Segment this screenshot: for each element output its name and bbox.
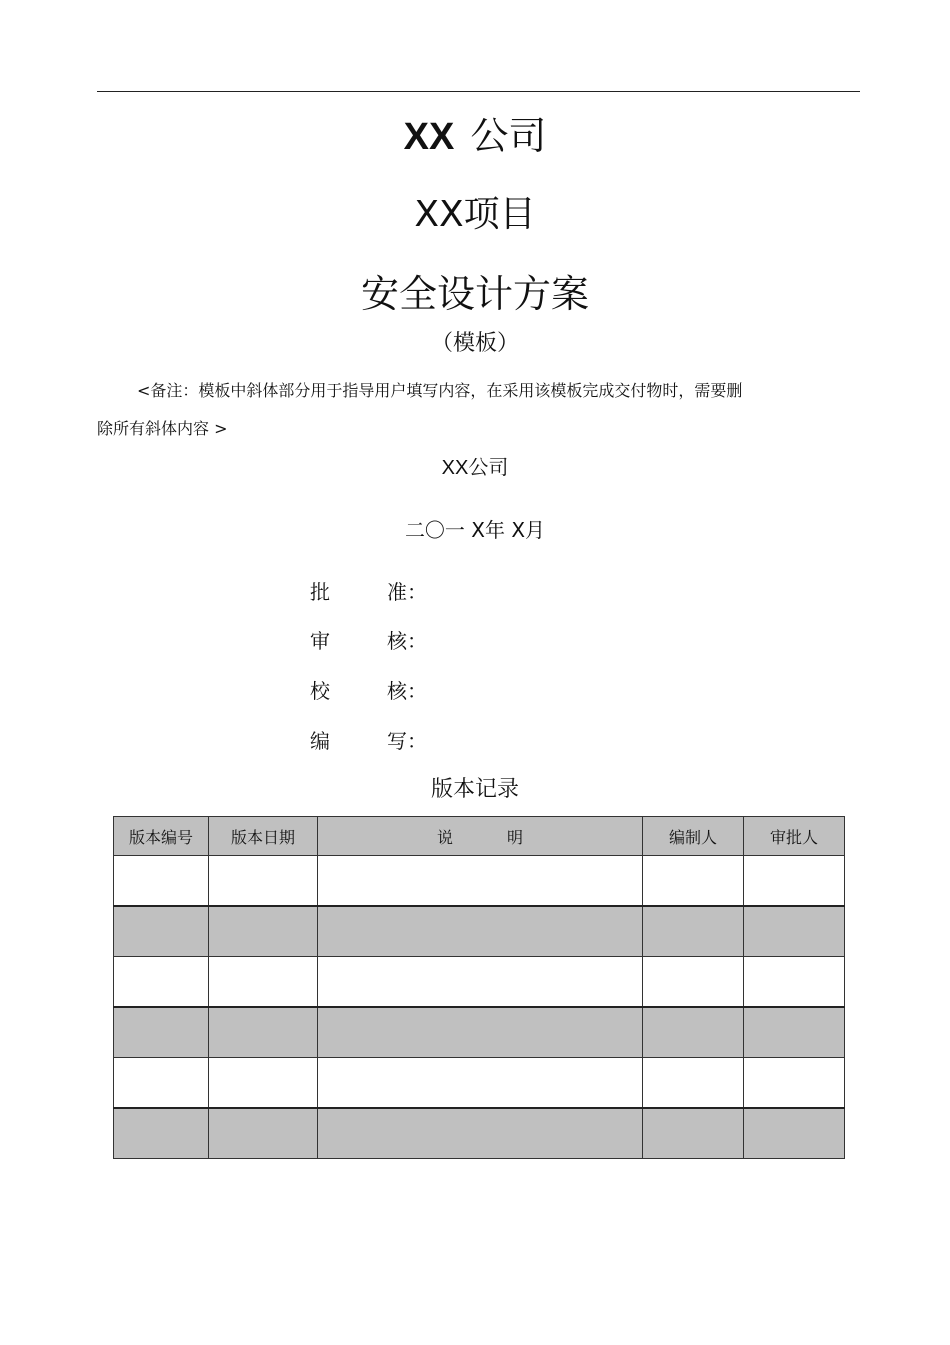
signoff-label-b: 准： [387, 580, 427, 604]
version-date-cell [209, 906, 318, 957]
signoff-label-b: 核： [387, 679, 427, 703]
header-approver: 审批人 [744, 817, 845, 856]
approver-cell [744, 1007, 845, 1058]
header-version-number: 版本编号 [114, 817, 209, 856]
version-number-cell [114, 1108, 209, 1159]
editor-cell [643, 957, 744, 1008]
template-label: （模板） [430, 331, 519, 356]
version-number-cell [114, 906, 209, 957]
plan-title: 安全设计方案 [360, 272, 589, 316]
approver-cell [744, 906, 845, 957]
approver-cell [744, 1108, 845, 1159]
signoff-proofread [310, 677, 427, 705]
header-description [318, 817, 643, 856]
approver-cell [744, 1058, 845, 1109]
signoff-review [310, 627, 427, 655]
table-row [114, 1108, 845, 1159]
editor-cell [643, 906, 744, 957]
signoff-label-a: 批 [310, 580, 330, 604]
version-number-cell [114, 1007, 209, 1058]
version-number-cell [114, 957, 209, 1008]
description-cell [318, 957, 643, 1008]
description-cell [318, 856, 643, 907]
version-date-cell [209, 1007, 318, 1058]
description-cell [318, 1108, 643, 1159]
table-row [114, 906, 845, 957]
date-line: 二〇一 X年 X月 [404, 518, 546, 542]
editor-cell [643, 1007, 744, 1058]
description-cell [318, 1058, 643, 1109]
version-date-cell [209, 1108, 318, 1159]
version-number-cell [114, 1058, 209, 1109]
signoff-label-a: 审 [310, 629, 330, 653]
editor-cell [643, 1108, 744, 1159]
version-date-cell [209, 856, 318, 907]
editor-cell [643, 1058, 744, 1109]
editor-cell [643, 856, 744, 907]
table-row [114, 957, 845, 1008]
header-version-date: 版本日期 [209, 817, 318, 856]
version-number-cell [114, 856, 209, 907]
note-line-2: 除所有斜体内容 > [97, 419, 228, 438]
description-cell [318, 1007, 643, 1058]
project-title: XX项目 [414, 194, 536, 235]
table-row [114, 1007, 845, 1058]
note-line-1: <备注：模板中斜体部分用于指导用户填写内容，在采用该模板完成交付物时，需要删 [137, 381, 743, 400]
signoff-author [310, 727, 427, 755]
top-divider [97, 91, 860, 92]
header-description-a: 说 [436, 827, 453, 847]
signoff-label-b: 核： [387, 629, 427, 653]
company-title-suffix: 公司 [470, 114, 547, 158]
approver-cell [744, 957, 845, 1008]
header-description-b: 明 [507, 827, 524, 847]
signoff-approve [310, 578, 427, 606]
approver-cell [744, 856, 845, 907]
version-record-table [113, 816, 845, 1159]
signoff-label-a: 校 [310, 679, 330, 703]
company-name: XX公司 [441, 457, 509, 479]
header-editor: 编制人 [643, 817, 744, 856]
version-rows [114, 856, 845, 1159]
description-cell [318, 906, 643, 957]
template-note [97, 378, 837, 442]
version-record-title: 版本记录 [430, 777, 519, 802]
signoff-label-b: 写： [387, 729, 427, 753]
table-row [114, 856, 845, 907]
table-header-row [114, 817, 845, 856]
signoff-label-a: 编 [310, 729, 330, 753]
table-row [114, 1058, 845, 1109]
version-date-cell [209, 1058, 318, 1109]
company-title [0, 112, 950, 161]
company-title-prefix: XX [403, 116, 455, 158]
version-date-cell [209, 957, 318, 1008]
